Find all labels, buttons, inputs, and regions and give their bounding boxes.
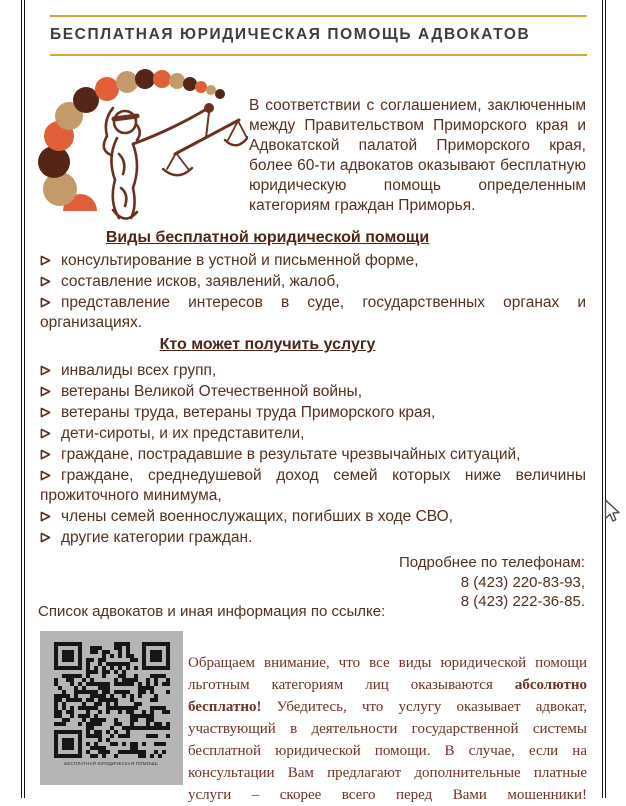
list-item: инвалиды всех групп,	[40, 361, 586, 381]
arrowhead-bullet-icon	[40, 446, 51, 457]
list-item: представление интересов в суде, государственных органах и организациях.	[40, 294, 586, 331]
arrowhead-bullet-icon	[40, 362, 51, 373]
contacts-block	[399, 553, 585, 612]
arrowhead-bullet-icon	[40, 383, 51, 394]
list-item: дети-сироты, и их представители,	[40, 424, 586, 444]
section-heading-who-can-get: Кто может получить услугу	[159, 336, 376, 353]
list-item: граждане, пострадавшие в результате чрезвычайных ситуаций,	[40, 445, 586, 465]
arrowhead-bullet-icon	[40, 294, 51, 305]
arrowhead-bullet-icon	[40, 252, 51, 263]
eligible-categories-list	[40, 361, 586, 549]
arrowhead-bullet-icon	[40, 508, 51, 519]
list-item: ветераны Великой Отечественной войны,	[40, 382, 586, 402]
list-item: члены семей военнослужащих, погибших в ходе СВО,	[40, 507, 586, 527]
arrowhead-bullet-icon	[40, 529, 51, 540]
link-intro-line: Список адвокатов и иная информация по ссылке:	[38, 603, 386, 620]
phone-number: 8 (423) 220-83-93,	[460, 573, 585, 591]
list-item: консультирование в устной и письменной форме,	[40, 251, 586, 271]
qr-code	[40, 631, 183, 785]
qr-caption: БЕСПЛАТНАЯ ЮРИДИЧЕСКАЯ ПОМОЩЬ	[64, 761, 159, 766]
page-border-right	[602, 0, 606, 798]
list-item: ветераны труда, ветераны труда Приморского края,	[40, 403, 586, 423]
contacts-label: Подробнее по телефонам:	[398, 554, 585, 571]
qr-pattern	[54, 642, 170, 758]
arrowhead-bullet-icon	[40, 467, 51, 478]
section-heading-types-of-help: Виды бесплатной юридической помощи	[105, 229, 430, 246]
list-item: составление исков, заявлений, жалоб,	[40, 272, 586, 292]
arrowhead-bullet-icon	[40, 273, 51, 284]
arrowhead-bullet-icon	[40, 404, 51, 415]
types-of-help-list	[40, 251, 586, 334]
phone-number: 8 (423) 222-36-85.	[460, 593, 585, 610]
intro-paragraph: В соответствии с соглашением, заключенным между Правительством Приморского края и Адвокатской палатой Приморского края, более 60-ти адвокатов оказывают бесплатную юридическую помощь определенным категориям граждан Приморья.	[249, 96, 586, 214]
list-item: другие категории граждан.	[40, 528, 586, 548]
notice-bold-text: абсолютно бесплатно!	[188, 677, 587, 715]
mouse-cursor-icon	[604, 499, 620, 528]
header-rule-top	[50, 15, 587, 17]
notice-paragraph: Обращаем внимание, что все виды юридической помощи льготным категориям лиц оказываются абсолютно бесплатно! Убедитесь, что услугу оказывает адвокат, участвующий в деятельности государственной системы бесплатной юридической помощи. В случае, если на консультации Вам предлагают дополнительные платные услуги – скорее всего перед Вами мошенники!	[188, 655, 587, 803]
page-title: БЕСПЛАТНАЯ ЮРИДИЧЕСКАЯ ПОМОЩЬ АДВОКАТОВ	[50, 26, 531, 43]
header-rule-bottom	[50, 54, 587, 56]
lady-justice-logo-icon	[33, 58, 248, 230]
page-border-left	[21, 0, 25, 798]
list-item: граждане, среднедушевой доход семей которых ниже величины прожиточного минимума,	[40, 467, 586, 504]
arrowhead-bullet-icon	[40, 425, 51, 436]
